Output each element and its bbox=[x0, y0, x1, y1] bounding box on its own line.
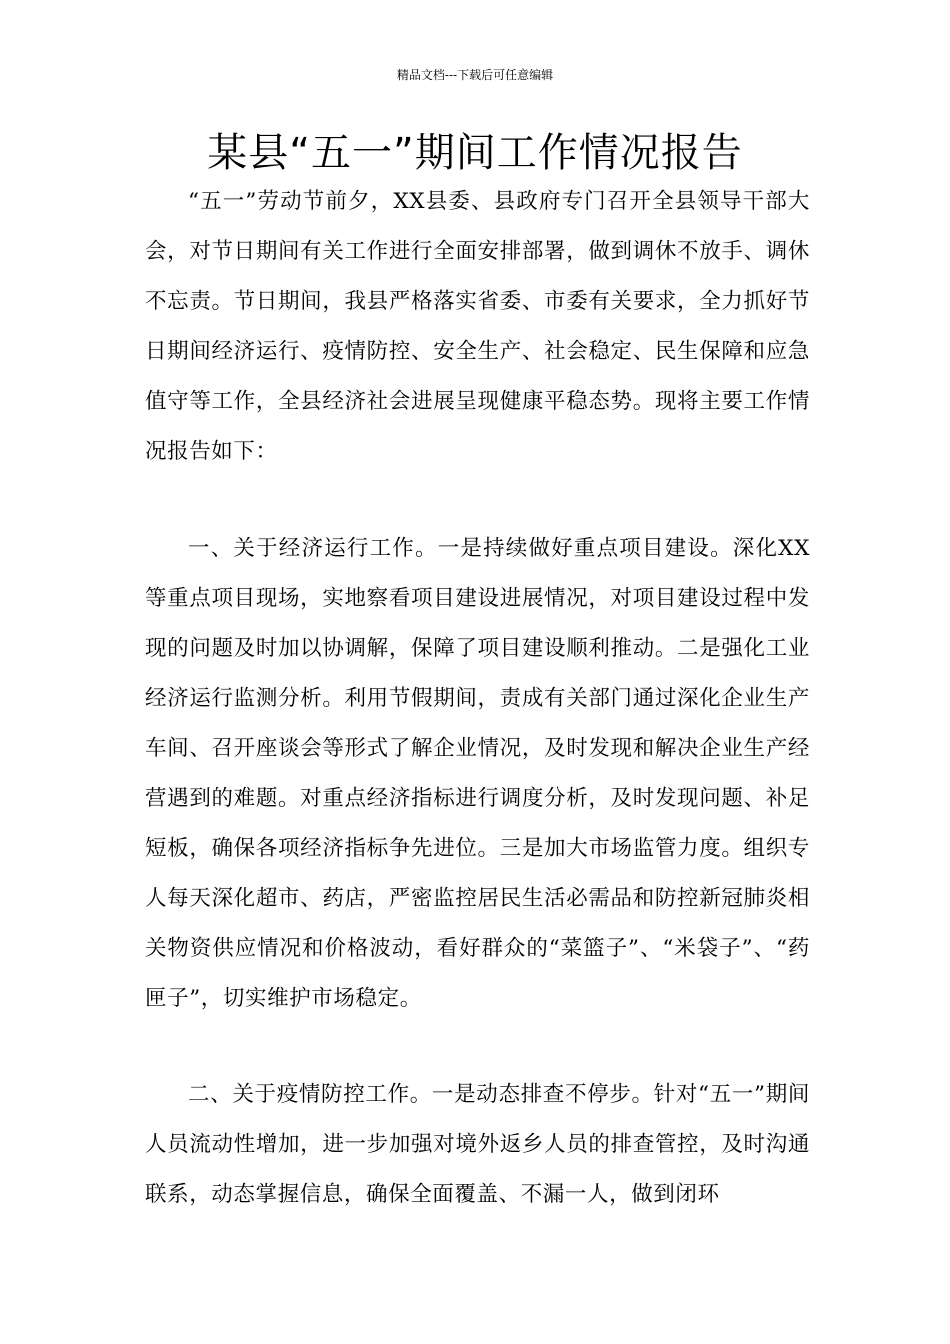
paragraph-text: “五一”劳动节前夕，XX县委、县政府专门召开全县领导干部大会，对节日期间有关工作进行全面安排部署，做到调休不放手、调休不忘责。节日期间，我县严格落实省委、市委有关要求，全力抓好节日期间经济运行、疫情防控、安全生产、社会稳定、民生保障和应急值守等工作，全县经济社会进展呈现健康平稳态势。现将主要工作情况报告如下： bbox=[145, 189, 810, 464]
paragraph-text: 一、关于经济运行工作。一是持续做好重点项目建设。深化XX等重点项目现场，实地察看项目建设进展情况，对项目建设过程中发现的问题及时加以协调解，保障了项目建设顺利推动。二是强化工业经济运行监测分析。利用节假期间，责成有关部门通过深化企业生产车间、召开座谈会等形式了解企业情况，及时发现和解决企业生产经营遇到的难题。对重点经济指标进行调度分析，及时发现问题、补足短板，确保各项经济指标争先进位。三是加大市场监管力度。组织专人每天深化超市、药店，严密监控居民生活必需品和防控新冠肺炎相关物资供应情况和价格波动，看好群众的“菜篮子”、“米袋子”、“药匣子”，切实维护市场稳定。 bbox=[145, 536, 810, 1011]
paragraph-epidemic bbox=[145, 1070, 810, 1220]
document-title: 某县“五一”期间工作情况报告 bbox=[207, 130, 743, 176]
page-header: 精品文档---下载后可任意编辑 bbox=[396, 68, 554, 82]
paragraph-economy bbox=[145, 524, 810, 1024]
paragraph-intro bbox=[145, 177, 810, 477]
paragraph-text: 二、关于疫情防控工作。一是动态排查不停步。针对“五一”期间人员流动性增加，进一步加强对境外返乡人员的排查管控，及时沟通联系，动态掌握信息，确保全面覆盖、不漏一人，做到闭环 bbox=[145, 1082, 810, 1207]
